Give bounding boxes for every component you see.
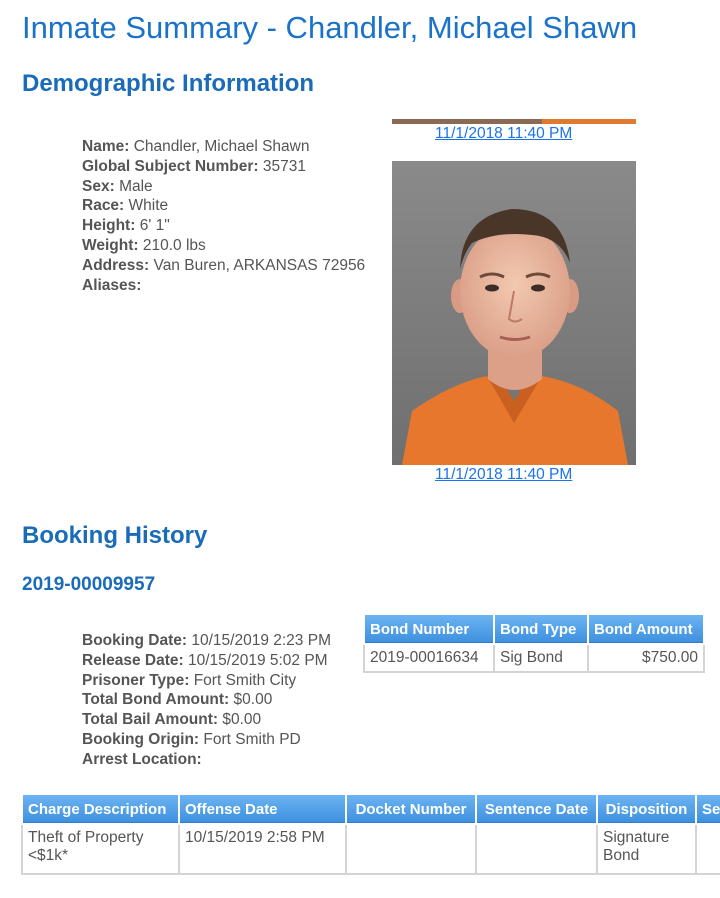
mugshot-photo[interactable] [392, 161, 636, 465]
booking-fields [82, 631, 331, 770]
field-prisoner-type: Prisoner Type: Fort Smith City [82, 671, 297, 689]
field-total-bond-amount: Total Bond Amount: $0.00 [82, 691, 273, 709]
field-aliases: Aliases: [82, 276, 142, 294]
charges-table-header-row [22, 794, 720, 824]
field-weight: Weight: 210.0 lbs [82, 236, 206, 254]
charge-description-cell: Theft of Property <$1k* [22, 824, 179, 874]
bond-table-header-row [364, 614, 704, 644]
bond-number-cell: 2019-00016634 [364, 644, 494, 672]
photo-date-link-1[interactable]: 11/1/2018 11:40 PM [435, 125, 573, 142]
sentence-date-cell [476, 824, 597, 874]
sentence-cell [696, 824, 720, 874]
charges-col-charge-description[interactable]: Charge Description [22, 794, 179, 824]
field-name: Name: Chandler, Michael Shawn [82, 138, 310, 155]
field-arrest-location: Arrest Location: [82, 750, 202, 768]
field-booking-origin: Booking Origin: Fort Smith PD [82, 730, 301, 748]
disposition-cell: Signature Bond [597, 824, 696, 874]
table-row [364, 644, 704, 672]
field-total-bail-amount: Total Bail Amount: $0.00 [82, 711, 262, 729]
demographic-heading: Demographic Information [22, 70, 315, 97]
offense-date-cell: 10/15/2019 2:58 PM [179, 824, 346, 874]
bond-col-bond-number[interactable]: Bond Number [364, 614, 494, 644]
page-title: Inmate Summary - Chandler, Michael Shawn [22, 10, 638, 45]
bond-col-bond-type[interactable]: Bond Type [494, 614, 588, 644]
field-address: Address: Van Buren, ARKANSAS 72956 [82, 256, 366, 274]
mugshot-image [392, 161, 636, 465]
demographic-fields [82, 137, 365, 295]
bond-type-cell: Sig Bond [494, 644, 588, 672]
bond-table [363, 613, 705, 673]
photo-date-link-2[interactable]: 11/1/2018 11:40 PM [435, 466, 573, 483]
field-sex: Sex: Male [82, 177, 153, 195]
charges-col-docket-number[interactable]: Docket Number [346, 794, 476, 824]
charges-table [21, 793, 720, 875]
booking-history-heading: Booking History [22, 522, 208, 549]
field-booking-date: Booking Date: 10/15/2019 2:23 PM [82, 632, 331, 649]
docket-number-cell [346, 824, 476, 874]
bond-col-bond-amount[interactable]: Bond Amount [588, 614, 704, 644]
charges-col-disposition[interactable]: Disposition [597, 794, 696, 824]
charges-col-sentence-date[interactable]: Sentence Date [476, 794, 597, 824]
field-release-date: Release Date: 10/15/2019 5:02 PM [82, 651, 328, 669]
mugshot-photo-top[interactable] [392, 119, 636, 124]
booking-number: 2019-00009957 [22, 574, 156, 595]
field-height: Height: 6' 1" [82, 217, 170, 235]
table-row [22, 824, 720, 874]
charges-col-offense-date[interactable]: Offense Date [179, 794, 346, 824]
charges-col-sentence-truncated[interactable]: Se [696, 794, 720, 824]
field-race: Race: White [82, 197, 169, 215]
bond-amount-cell: $750.00 [588, 644, 704, 672]
field-global-subject-number: Global Subject Number: 35731 [82, 157, 306, 175]
